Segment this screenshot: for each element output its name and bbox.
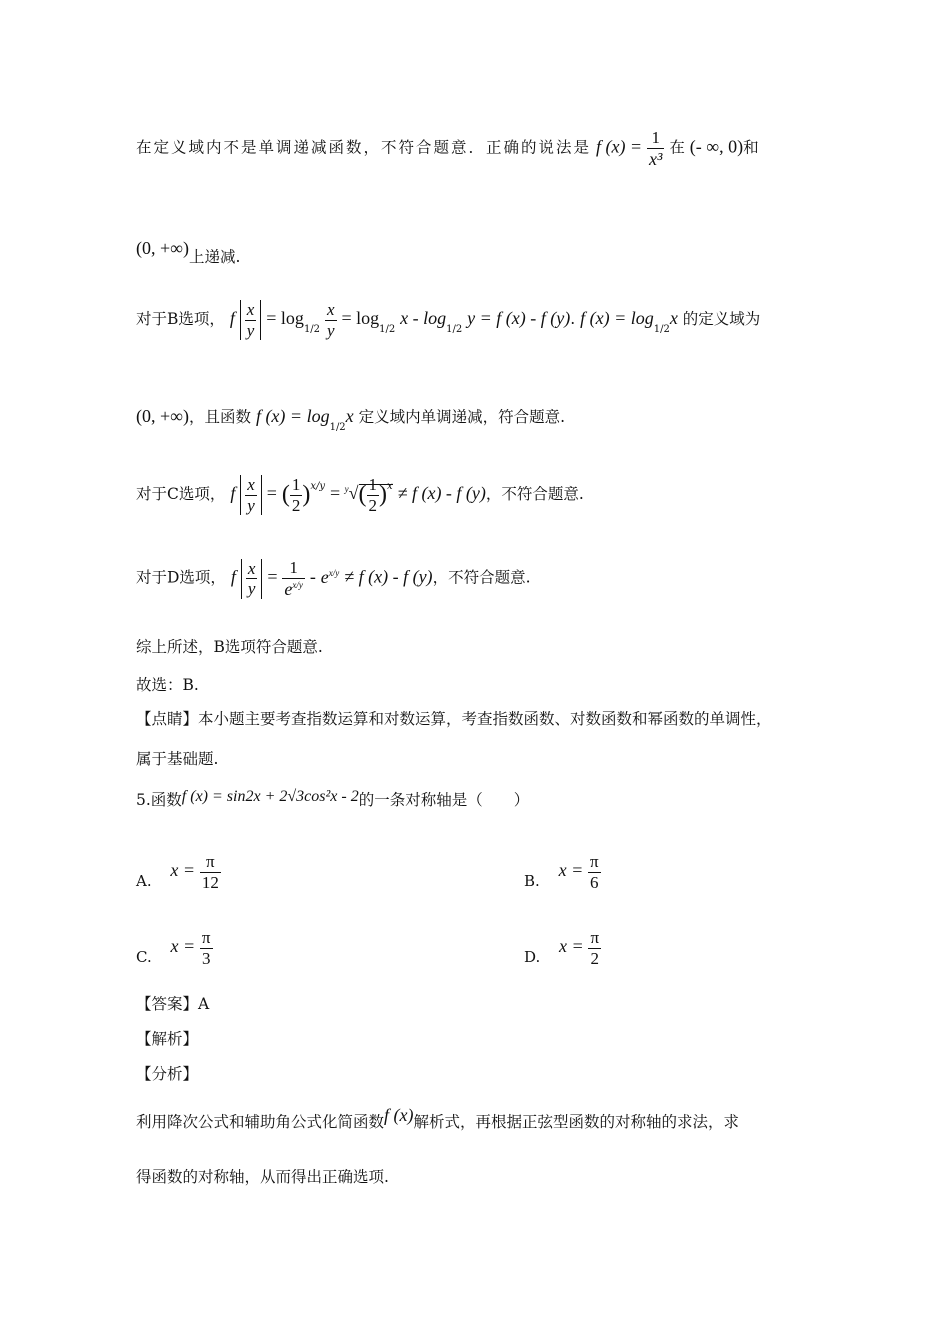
numerator: π	[201, 928, 211, 947]
expr1: = log	[266, 308, 304, 329]
expr: ≠ f (x) - f (y)	[397, 483, 486, 504]
denominator: 2	[368, 495, 377, 515]
line-4	[136, 405, 565, 433]
base-3: 1/2	[446, 324, 463, 336]
e-power: $e^{x/y}$	[320, 566, 340, 587]
formula-fx: f (x)	[384, 1105, 414, 1125]
formula-fx: f (x) =	[595, 136, 643, 157]
numerator: 1	[647, 128, 664, 149]
base-2: 1/2	[379, 324, 396, 336]
f-symbol: f	[230, 483, 236, 504]
option-label: B.	[524, 872, 540, 891]
line-5	[136, 475, 584, 515]
paren-frac	[240, 300, 262, 340]
fraction	[647, 128, 664, 169]
text-post: 解析式，再根据正弦型函数的对称轴的求法，求	[413, 1113, 740, 1131]
paren-open: (	[281, 481, 290, 508]
numerator: x	[247, 475, 255, 494]
exponent: x/y	[310, 481, 326, 493]
prefix: 5.函数	[136, 791, 182, 809]
numerator: 1	[282, 558, 305, 579]
numerator: x	[247, 558, 256, 578]
line-1	[136, 128, 759, 169]
line-6	[136, 558, 531, 599]
exponent-2: x	[387, 481, 393, 493]
numerator: π	[590, 852, 599, 871]
interval: (0, +∞)	[136, 238, 189, 258]
tail: ，不符合题意.	[432, 568, 531, 587]
expr2: = log	[341, 308, 380, 329]
fraction-e	[282, 558, 305, 599]
x-equals: x =	[170, 936, 196, 957]
x-equals: x =	[559, 936, 584, 957]
tail: 的一条对称轴是（ ）	[358, 791, 530, 809]
fraction-xy	[246, 559, 258, 599]
fx: f (x) = log	[255, 406, 330, 426]
fraction-xy	[245, 300, 257, 340]
equals: =	[267, 566, 278, 587]
text-pre: 利用降次公式和辅助角公式化简函数	[136, 1113, 385, 1131]
expr4: y = f (x) - f (y)	[467, 308, 571, 329]
line-3	[136, 300, 760, 340]
paren-close-2: )	[379, 481, 387, 508]
fraction	[588, 852, 601, 892]
line-12: 得函数的对称轴，从而得出正确选项.	[136, 1168, 389, 1186]
denominator: y	[326, 320, 335, 340]
numerator: π	[590, 928, 600, 947]
answer: 【答案】A	[136, 995, 210, 1013]
label: 对于C选项，	[136, 485, 226, 504]
numerator: x	[326, 300, 335, 319]
analysis-heading: 【解析】	[136, 1030, 199, 1048]
tail: 定义域内单调递减，符合题意.	[358, 408, 566, 426]
option-d[interactable]	[524, 928, 601, 968]
label: 对于D选项，	[136, 568, 226, 587]
denominator: $e^{x/y}$	[284, 578, 303, 599]
base: 1/2	[303, 324, 321, 336]
denominator: y	[247, 579, 256, 599]
equals: =	[266, 483, 277, 504]
minus: -	[309, 566, 316, 587]
numerator: π	[200, 852, 221, 873]
f-symbol: f	[230, 566, 236, 587]
numerator: x	[246, 300, 255, 319]
label: 对于B选项，	[136, 310, 225, 329]
equals-root: = $^y$√	[329, 483, 359, 504]
text-tail: 和	[743, 138, 759, 157]
text-mid: 在	[669, 138, 685, 157]
text: 上递减.	[188, 248, 241, 266]
denominator: y	[246, 320, 255, 340]
var-x: x	[669, 308, 678, 329]
x-equals: x =	[170, 860, 196, 881]
tail: 的定义域为	[682, 310, 761, 329]
line-9: 【点睛】本小题主要考查指数运算和对数运算，考查指数函数、对数函数和幂函数的单调性，	[136, 710, 772, 728]
expr: f (x) = sin2x + 2√3cos²x - 2	[181, 788, 359, 805]
denominator: 2	[291, 495, 301, 515]
fraction	[200, 928, 213, 968]
denominator: x³	[649, 148, 663, 169]
numerator: 1	[368, 475, 377, 494]
paren-open-2: (	[358, 481, 367, 508]
text: ，且函数	[188, 408, 251, 426]
line-11	[136, 1105, 739, 1132]
option-c[interactable]	[136, 928, 213, 968]
fenxi-heading: 【分析】	[136, 1065, 199, 1083]
interval: (- ∞, 0)	[689, 136, 744, 157]
option-b[interactable]	[524, 852, 601, 892]
f-symbol: f	[229, 308, 235, 329]
paren-frac	[241, 559, 263, 599]
denominator: 6	[590, 872, 599, 892]
line-2	[136, 238, 240, 267]
interval: (0, +∞)	[136, 406, 189, 426]
paren-close: )	[302, 481, 311, 508]
text: 在定义域内不是单调递减函数，不符合题意．正确的说法是	[136, 138, 592, 157]
radicand	[358, 475, 393, 515]
line-10: 属于基础题.	[136, 750, 219, 768]
denominator: y	[247, 495, 255, 515]
option-label: A.	[136, 872, 152, 891]
fraction-half	[290, 475, 303, 515]
fraction-xy	[245, 475, 257, 515]
var-x: x	[345, 406, 354, 426]
option-label: C.	[136, 948, 152, 967]
fraction-half-2	[367, 475, 380, 515]
denominator: 3	[201, 948, 211, 968]
option-a[interactable]	[136, 852, 221, 892]
expr3: x - log	[400, 308, 447, 329]
base-4: 1/2	[653, 324, 670, 336]
expr: ≠ f (x) - f (y)	[344, 566, 433, 587]
expr5: f (x) = log	[580, 308, 654, 329]
base: 1/2	[329, 422, 346, 433]
line-8: 故选：B.	[136, 676, 199, 694]
fraction-xy-2	[325, 300, 337, 340]
fraction	[588, 928, 601, 968]
tail: ，不符合题意.	[485, 485, 584, 504]
x-equals: x =	[558, 860, 584, 881]
dot: .	[570, 310, 576, 329]
denominator: 2	[590, 948, 600, 968]
numerator: 1	[291, 475, 301, 494]
question-5	[136, 788, 529, 810]
denominator: 12	[201, 872, 219, 892]
fraction	[200, 852, 221, 892]
line-7: 综上所述，B选项符合题意.	[136, 638, 323, 656]
option-label: D.	[524, 948, 541, 967]
paren-frac	[240, 475, 262, 515]
